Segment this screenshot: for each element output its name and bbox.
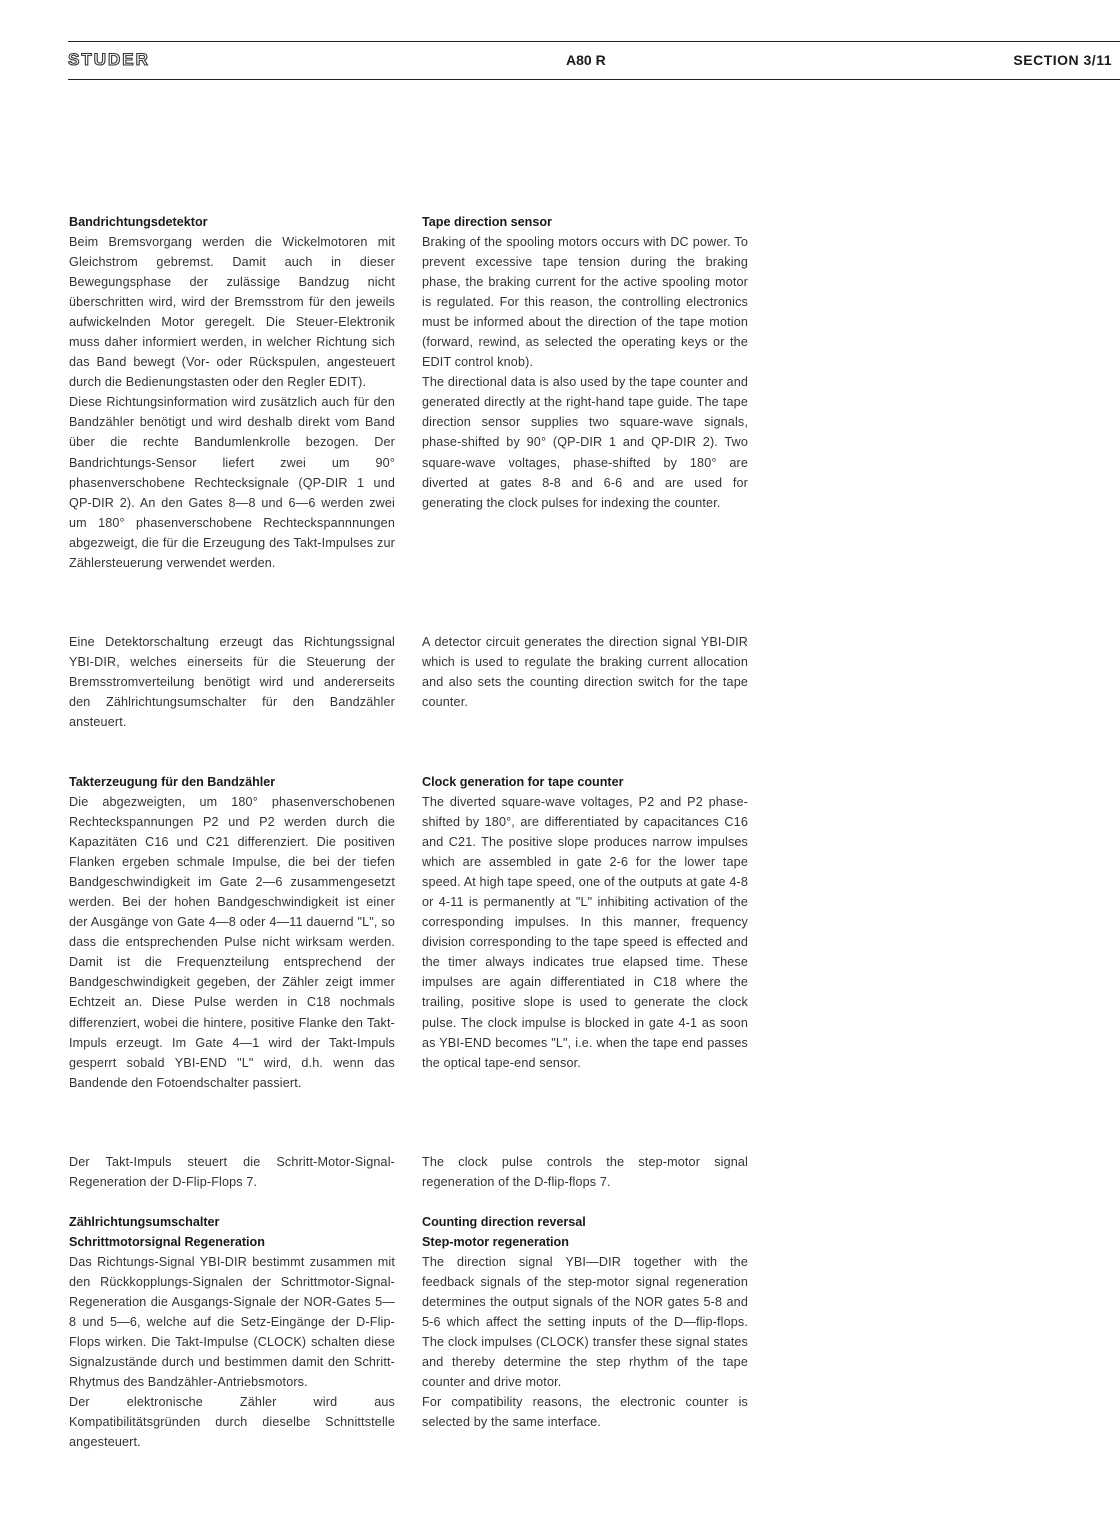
en-clock-title: Clock generation for tape counter bbox=[422, 775, 624, 789]
en-counting-text2: For compatibility reasons, the electronic counter is selected by the same interface. bbox=[422, 1395, 748, 1430]
section-label: SECTION 3/11 bbox=[1013, 52, 1112, 68]
en-tape-direction-block bbox=[422, 212, 748, 513]
de-detector-text: Eine Detektorschaltung erzeugt das Richtungssignal YBI-DIR, welches einerseits für die Steuerung der Bremsstromverteilung benötigt wird und andererseits den Zählrichtungsumschalter für den Bandzähler ansteuert. bbox=[69, 635, 395, 730]
de-counting-block bbox=[69, 1212, 395, 1452]
de-clock2-block bbox=[69, 1152, 395, 1192]
de-counting-title: Zählrichtungsumschalter bbox=[69, 1215, 220, 1229]
de-clock-block bbox=[69, 772, 395, 1093]
en-detector-block bbox=[422, 632, 748, 712]
de-counting-text2: Der elektronische Zähler wird aus Kompatibilitätsgründen durch dieselbe Schnittstelle angesteuert. bbox=[69, 1395, 395, 1450]
en-tape-direction-text: Braking of the spooling motors occurs with DC power. To prevent excessive tape tension during the braking phase, the braking current for the active spooling motor is regulated. For this reason, the controlling electronics must be informed about the direction of the tape motion (forward, rewind, as selected the operating keys or the EDIT control knob). bbox=[422, 235, 748, 370]
en-clock-block bbox=[422, 772, 748, 1073]
de-counting-subtitle: Schrittmotorsignal Regeneration bbox=[69, 1235, 265, 1249]
en-clock2-block bbox=[422, 1152, 748, 1192]
de-tape-direction-title: Bandrichtungsdetektor bbox=[69, 215, 208, 229]
en-counting-title: Counting direction reversal bbox=[422, 1215, 586, 1229]
de-tape-direction-block bbox=[69, 212, 395, 573]
de-counting-text: Das Richtungs-Signal YBI-DIR bestimmt zusammen mit den Rückkopplungs-Signalen der Schrittmotor-Signal-Regeneration die Ausgangs-Signale der NOR-Gates 5—8 und 5—6, welche auf die Setz-Eingänge der D-Flip-Flops wirken. Die Takt-Impulse (CLOCK) schalten diese Signalzustände durch und bestimmen damit den Schritt-Rhytmus des Bandzähler-Antriebsmotors. bbox=[69, 1255, 395, 1390]
de-tape-direction-text2: Diese Richtungsinformation wird zusätzlich auch für den Bandzähler benötigt und wird deshalb direkt vom Band über die rechte Bandumlenkrolle bezogen. Der Bandrichtungs-Sensor liefert zwei um 90° phasenverschobene Rechtecksignale (QP-DIR 1 und QP-DIR 2). An den Gates 8—8 und 6—6 werden zwei um 180° phasenverschobene Rechteckspannnungen abgezweigt, die für die Erzeugung des Takt-Impulses zur Zählersteuerung verwendet werden. bbox=[69, 395, 395, 570]
header-top-rule bbox=[68, 41, 1120, 42]
en-counting-block bbox=[422, 1212, 748, 1432]
en-clock-text: The diverted square-wave voltages, P2 and P2 phase-shifted by 180°, are differentiated by capacitances C16 and C21. The positive slope produces narrow impulses which are assembled in gate 2-6 for the lower tape speed. At high tape speed, one of the outputs at gate 4-8 or 4-11 is permanently at "L" inhibiting activation of the corresponding impulses. In this manner, frequency division corresponding to the tape speed is effected and the timer always indicates true elapsed time. These impulses are again differentiated in C18 where the trailing, positive slope is used to generate the clock pulse. The clock impulse is blocked in gate 4-1 as soon as YBI-END becomes "L", i.e. when the tape end passes the optical tape-end sensor. bbox=[422, 795, 748, 1070]
en-tape-direction-text2: The directional data is also used by the tape counter and generated directly at the right-hand tape guide. The tape direction sensor supplies two square-wave signals, phase-shifted by 90° (QP-DIR 1 and QP-DIR 2). Two square-wave voltages, phase-shifted by 180° are diverted at gates 8-8 and 6-6 and are used for generating the clock pulses for indexing the counter. bbox=[422, 375, 748, 510]
en-counting-subtitle: Step-motor regeneration bbox=[422, 1235, 569, 1249]
de-detector-block bbox=[69, 632, 395, 732]
en-counting-text: The direction signal YBI—DIR together with the feedback signals of the step-motor signal regeneration determines the output signals of the NOR gates 5-8 and 5-6 which affect the setting inputs of the D—flip-flops. The clock impulses (CLOCK) transfer these signal states and thereby determine the step rhythm of the tape counter and drive motor. bbox=[422, 1255, 748, 1390]
model-label: A80 R bbox=[566, 52, 606, 68]
header-bottom-rule bbox=[68, 79, 1120, 80]
de-clock2-text: Der Takt-Impuls steuert die Schritt-Motor-Signal-Regeneration der D-Flip-Flops 7. bbox=[69, 1155, 395, 1190]
studer-logo: STUDER bbox=[68, 50, 150, 69]
de-clock-text: Die abgezweigten, um 180° phasenverschobenen Rechteckspannungen P2 und P2 werden durch die Kapazitäten C16 und C21 differenziert. Die positiven Flanken ergeben schmale Impulse, die bei der tiefen Bandgeschwindigkeit im Gate 2—6 zusammengesetzt werden. Bei der hohen Bandgeschwindigkeit ist einer der Ausgänge von Gate 4—8 oder 4—11 dauernd "L", so dass die entsprechenden Pulse nicht wirksam werden. Damit ist die Frequenzteilung entsprechend der Bandgeschwindigkeit gegeben, der Zähler zeigt immer Echtzeit an. Diese Pulse werden in C18 nochmals differenziert, wobei die hintere, positive Flanke den Takt-Impuls erzeugt. Im Gate 4—1 wird der Takt-Impuls gesperrt sobald YBI-END "L" wird, d.h. wenn das Bandende den Fotoendschalter passiert. bbox=[69, 795, 395, 1090]
de-tape-direction-text: Beim Bremsvorgang werden die Wickelmotoren mit Gleichstrom gebremst. Damit auch in dieser Bewegungsphase der zulässige Bandzug nicht überschritten wird, wird der Bremsstrom für den jeweils aufwickelnden Motor geregelt. Die Steuer-Elektronik muss daher informiert werden, in welcher Richtung sich das Band bewegt (Vor- oder Rückspulen, angesteuert durch die Bedienungstasten oder den Regler EDIT). bbox=[69, 235, 395, 390]
en-clock2-text: The clock pulse controls the step-motor signal regeneration of the D-flip-flops 7. bbox=[422, 1155, 748, 1190]
de-clock-title: Takterzeugung für den Bandzähler bbox=[69, 775, 276, 789]
en-detector-text: A detector circuit generates the direction signal YBI-DIR which is used to regulate the braking current allocation and also sets the counting direction switch for the tape counter. bbox=[422, 635, 748, 710]
en-tape-direction-title: Tape direction sensor bbox=[422, 215, 552, 229]
